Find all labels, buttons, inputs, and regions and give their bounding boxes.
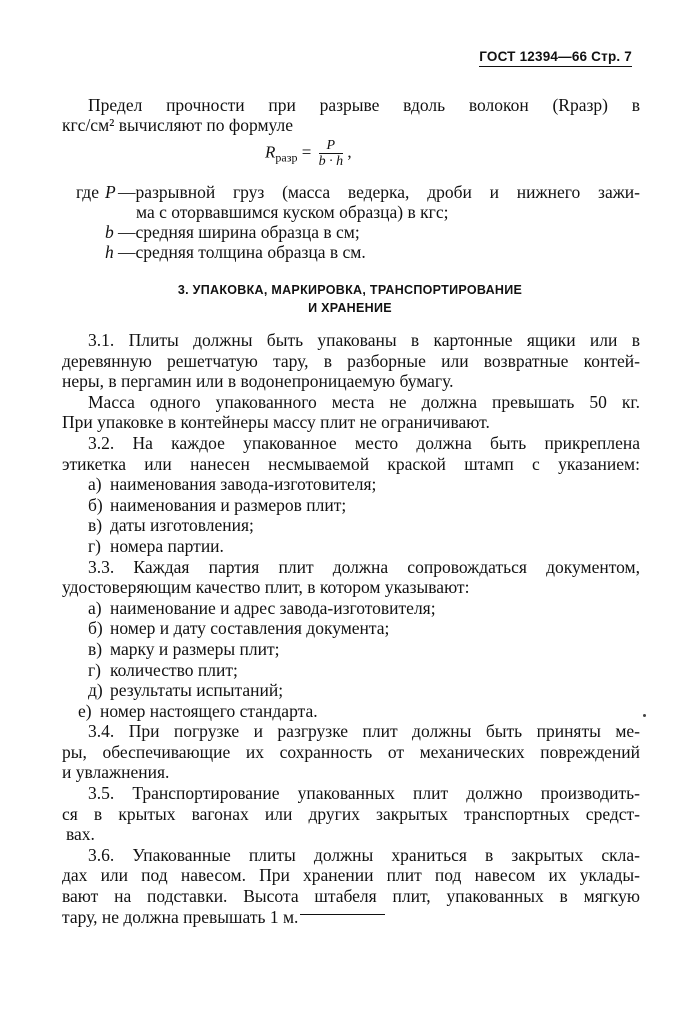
definition-p-symbol: P — [105, 182, 116, 202]
definition-h-symbol: h — [105, 242, 114, 262]
definition-p-line-2: ма с оторвавшимся куском образца) в кгс; — [136, 202, 449, 222]
clause-3-4 — [62, 721, 640, 783]
intro-line-1: Предел прочности при разрыве вдоль волокон (Rразр) в — [88, 95, 640, 115]
clause-3-6-line-2: дах или под навесом. При хранении плит под навесом их уклады- — [62, 865, 640, 886]
clause-3-6-line-3: вают на подставки. Высота штабеля плит, упакованных в мягкую — [62, 886, 640, 907]
clause-3-5-line-2: ся в крытых вагонах или других закрытых транспортных средст- — [62, 803, 640, 824]
list-item: г) количество плит; — [88, 659, 238, 680]
clause-3-6-line-1: 3.6. Упакованные плиты должны храниться в закрытых скла- — [88, 844, 640, 865]
list-item: е) номер настоящего стандарта. — [78, 700, 318, 721]
clause-3-6-line-4: тару, не должна превышать 1 м. — [62, 906, 299, 927]
list-item: а) наименования завода-изготовителя; — [88, 474, 377, 495]
clause-3-5 — [62, 783, 640, 845]
definition-b-symbol: b — [105, 222, 114, 242]
scan-speck — [643, 714, 646, 717]
list-item: д) результаты испытаний; — [88, 680, 284, 701]
clause-3-5-line-1: 3.5. Транспортирование упакованных плит должно производить- — [88, 783, 640, 804]
clause-3-1 — [62, 330, 640, 433]
list-item: г) номера партии. — [88, 535, 224, 556]
definition-h-text: —средняя толщина образца в см. — [118, 242, 366, 262]
clause-3-5-line-3: вах. — [66, 824, 95, 845]
list-item: б) номер и дату составления документа; — [88, 618, 390, 639]
clause-3-4-line-3: и увлажнения. — [62, 762, 170, 783]
list-item: а) наименование и адрес завода-изготовителя; — [88, 597, 436, 618]
formula-tail: , — [347, 142, 352, 162]
variable-definitions — [76, 182, 640, 262]
formula-fraction — [319, 138, 344, 169]
definition-b — [80, 222, 640, 242]
formula-lhs-subscript: разр — [275, 150, 298, 165]
clause-3-1-line-1: 3.1. Плиты должны быть упакованы в картонные ящики или в — [88, 330, 640, 350]
intro-paragraph — [62, 95, 640, 135]
formula-denominator: b · h — [318, 154, 344, 169]
page-header: ГОСТ 12394—66 Стр. 7 — [479, 49, 632, 67]
clause-3-3 — [62, 557, 640, 722]
clause-3-4-line-1: 3.4. При погрузке и разгрузке плит должны быть приняты ме- — [88, 721, 640, 742]
clause-3-4-line-2: ры, обеспечивающие их сохранность от механических повреждений — [62, 741, 640, 762]
section-title-line-2: И ХРАНЕНИЕ — [308, 301, 392, 315]
definition-h — [80, 242, 640, 262]
definition-p — [76, 182, 640, 222]
intro-line-2: кгс/см² вычисляют по формуле — [62, 115, 293, 135]
end-rule — [300, 914, 385, 915]
clause-3-1-line-5: При упаковке в контейнеры массу плит не ограничивают. — [62, 412, 490, 433]
list-item: в) марку и размеры плит; — [88, 638, 280, 659]
definition-b-text: —средняя ширина образца в см; — [118, 222, 360, 242]
clause-3-3-line-2: удостоверяющим качество плит, в котором указывают: — [62, 577, 470, 598]
definition-p-line-1: —разрывной груз (масса ведерка, дроби и нижнего зажи- — [118, 182, 640, 202]
clause-3-2-line-1: 3.2. На каждое упакованное место должна быть прикреплена — [88, 432, 640, 453]
clause-3-2 — [62, 433, 640, 557]
clause-3-2-line-2: этикетка или нанесен несмываемой краской штамп с указанием: — [62, 453, 640, 474]
clause-3-1-line-3: неры, в пергамин или в водонепроницаемую бумагу. — [62, 371, 454, 392]
definition-lead: где — [76, 182, 99, 202]
clause-3-3-line-1: 3.3. Каждая партия плит должна сопровождаться документом, — [88, 556, 640, 577]
clause-3-1-line-2: деревянную решетчатую тару, в разборные или возвратные контей- — [62, 350, 640, 371]
strength-formula: $R_{разр}$ = $\frac{P}{b \cdot h}$ , — [265, 138, 352, 169]
section-body — [62, 330, 640, 927]
section-title-line-1: 3. УПАКОВКА, МАРКИРОВКА, ТРАНСПОРТИРОВАНИЕ — [177, 283, 523, 297]
list-item: в) даты изготовления; — [88, 515, 254, 536]
formula-lhs: R — [265, 142, 276, 162]
formula-numerator: P — [319, 138, 344, 154]
list-item: б) наименования и размеров плит; — [88, 494, 347, 515]
clause-3-1-line-4: Масса одного упакованного места не должна превышать 50 кг. — [88, 391, 640, 412]
